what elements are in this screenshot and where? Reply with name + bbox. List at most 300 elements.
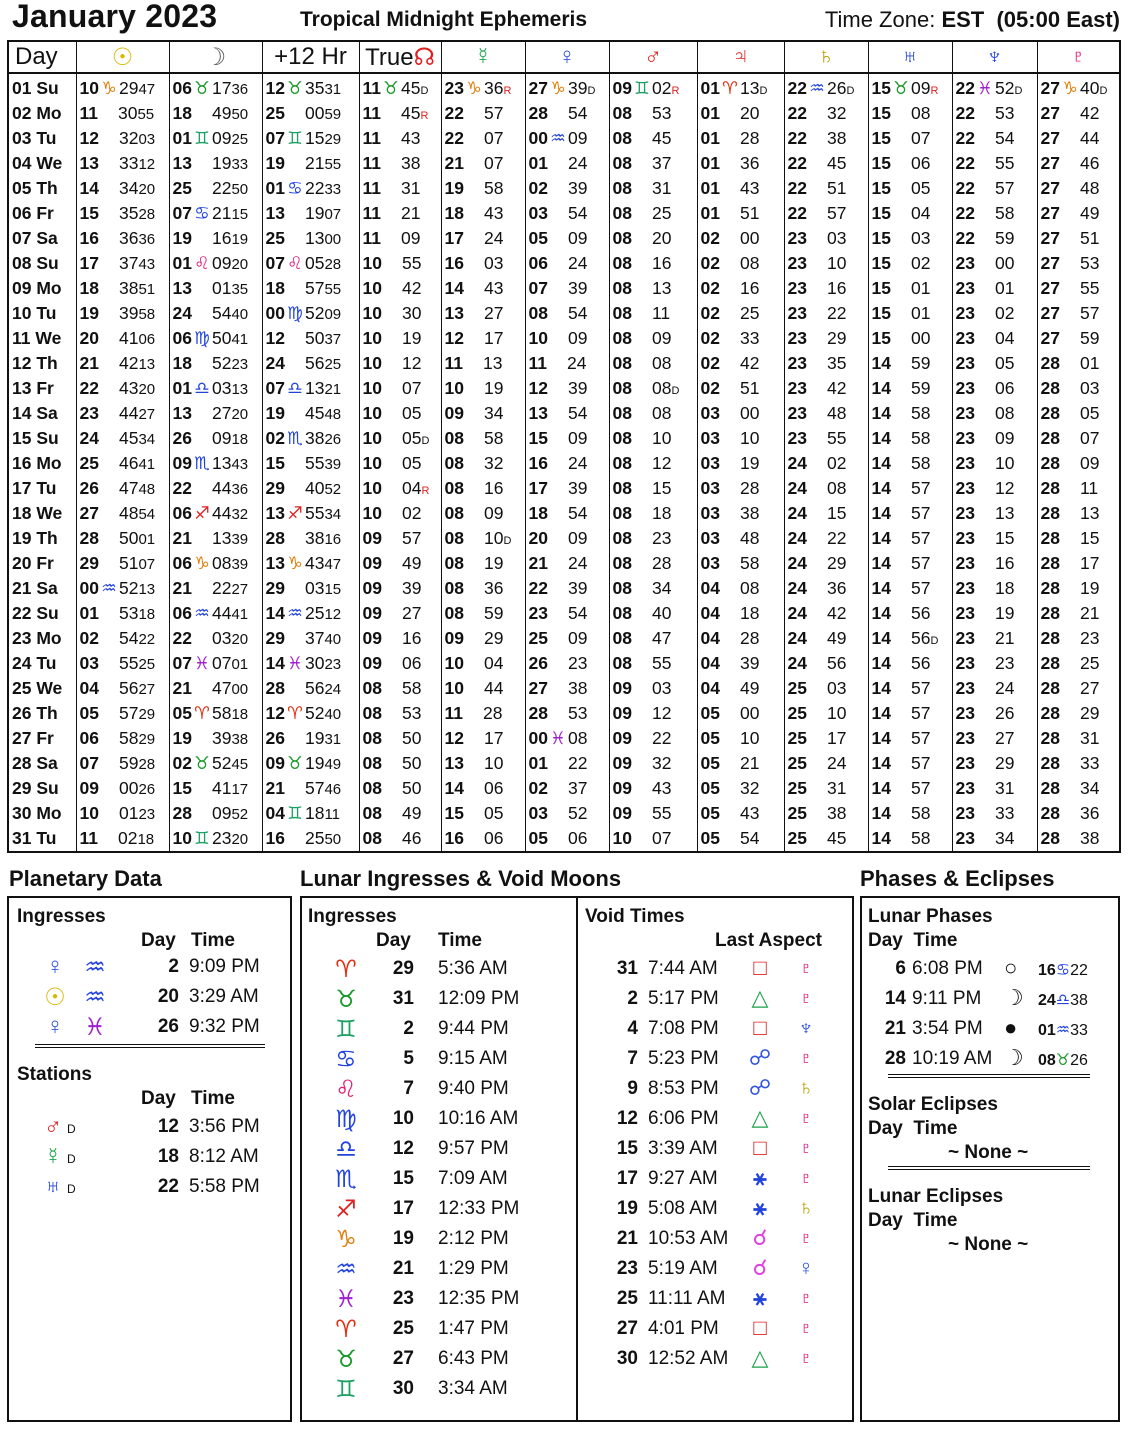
node-cell bbox=[359, 376, 441, 401]
pluto-degree: 28 bbox=[1040, 428, 1060, 448]
jupiter-cell bbox=[697, 551, 784, 576]
moon-cell bbox=[169, 73, 262, 101]
moon-second: 23 bbox=[231, 356, 249, 373]
pluto-minute: 53 bbox=[1079, 253, 1100, 273]
moon-cell bbox=[169, 326, 262, 351]
moon-degree: 22 bbox=[172, 628, 192, 648]
moon-minute: 09 bbox=[211, 128, 232, 148]
mercury-degree: 15 bbox=[444, 803, 464, 823]
jupiter-degree: 05 bbox=[700, 703, 720, 723]
sun-second: 18 bbox=[137, 831, 155, 848]
jupiter-minute: 28 bbox=[739, 628, 760, 648]
pluto-minute: 48 bbox=[1079, 178, 1100, 198]
neptune-cell bbox=[952, 551, 1037, 576]
planet-icon: ♇ bbox=[797, 1225, 815, 1250]
sun-cell bbox=[76, 326, 169, 351]
zodiac-sign-icon: ♑ bbox=[1062, 78, 1078, 98]
lunar-ingress-day: 5 bbox=[403, 1048, 414, 1069]
h12-cell bbox=[262, 451, 359, 476]
mercury-cell bbox=[441, 801, 525, 826]
planet-glyph-icon: ☽ bbox=[204, 43, 227, 71]
moon-second: 41 bbox=[231, 606, 249, 623]
mercury-minute: 58 bbox=[483, 178, 504, 198]
pluto-cell bbox=[1037, 476, 1120, 501]
h12-degree: 16 bbox=[265, 828, 285, 848]
mars-minute: 08 bbox=[651, 403, 672, 423]
h12-degree: 00 bbox=[265, 303, 285, 323]
jupiter-degree: 01 bbox=[700, 128, 720, 148]
h12-second: 49 bbox=[324, 756, 342, 773]
zodiac-sign-icon: ♐ bbox=[335, 1196, 357, 1223]
h12-cell bbox=[262, 326, 359, 351]
sun-degree: 24 bbox=[79, 428, 99, 448]
node-cell bbox=[359, 351, 441, 376]
neptune-minute: 53 bbox=[994, 103, 1015, 123]
h12-cell bbox=[262, 576, 359, 601]
moon-degree: 07 bbox=[172, 203, 192, 223]
jupiter-minute: 08 bbox=[739, 253, 760, 273]
zodiac-sign-icon: ♉ bbox=[335, 1346, 357, 1373]
sun-minute: 46 bbox=[118, 453, 139, 473]
lunar-ingress-time: 12:09 PM bbox=[438, 988, 520, 1009]
h12-minute: 35 bbox=[304, 78, 325, 98]
zodiac-sign-icon: ♐ bbox=[287, 503, 303, 523]
sun-cell bbox=[76, 576, 169, 601]
neptune-degree: 23 bbox=[955, 778, 975, 798]
saturn-minute: 03 bbox=[826, 228, 847, 248]
aspect-icon: ☍ bbox=[748, 1045, 772, 1070]
uranus-cell bbox=[868, 601, 952, 626]
uranus-degree: 14 bbox=[871, 828, 891, 848]
zodiac-sign-icon: ♑ bbox=[287, 553, 303, 573]
neptune-degree: 23 bbox=[955, 553, 975, 573]
table-row bbox=[8, 676, 1120, 701]
phase-minute: 33 bbox=[1070, 1022, 1088, 1039]
moon-minute: 01 bbox=[211, 278, 232, 298]
column-header-0 bbox=[8, 41, 76, 73]
ingress-day: 2 bbox=[168, 956, 179, 977]
mars-degree: 08 bbox=[612, 653, 632, 673]
phase-time: 10:19 AM bbox=[912, 1048, 993, 1069]
zodiac-sign-icon: ♊ bbox=[335, 1376, 357, 1403]
jupiter-cell bbox=[697, 376, 784, 401]
jupiter-minute: 21 bbox=[739, 753, 760, 773]
saturn-degree: 23 bbox=[787, 253, 807, 273]
mars-cell bbox=[609, 476, 697, 501]
jupiter-minute: 51 bbox=[739, 203, 760, 223]
station-tag: D bbox=[420, 85, 429, 97]
sun-minute: 30 bbox=[118, 103, 138, 123]
sun-minute: 41 bbox=[118, 328, 139, 348]
table-row bbox=[8, 301, 1120, 326]
aspect-icon: △ bbox=[751, 1345, 769, 1370]
moon-minute: 52 bbox=[211, 753, 232, 773]
pluto-degree: 27 bbox=[1040, 103, 1060, 123]
lunar-ingress-time: 6:43 PM bbox=[438, 1348, 509, 1369]
column-header-6 bbox=[525, 41, 609, 73]
jupiter-cell bbox=[697, 401, 784, 426]
h12-cell bbox=[262, 276, 359, 301]
mars-minute: 09 bbox=[651, 328, 672, 348]
sun-degree: 01 bbox=[79, 603, 99, 623]
pluto-cell bbox=[1037, 526, 1120, 551]
saturn-cell bbox=[784, 276, 868, 301]
moon-cell bbox=[169, 826, 262, 852]
tz-value: EST bbox=[941, 7, 985, 32]
phase-position bbox=[1038, 1020, 1088, 1040]
mercury-cell bbox=[441, 101, 525, 126]
uranus-minute: 58 bbox=[910, 828, 931, 848]
moon-phase-icon: ☽ bbox=[1004, 985, 1024, 1010]
pluto-cell bbox=[1037, 776, 1120, 801]
uranus-minute: 56 bbox=[910, 603, 931, 623]
node-cell bbox=[359, 726, 441, 751]
venus-cell bbox=[525, 626, 609, 651]
saturn-degree: 24 bbox=[787, 603, 807, 623]
moon-minute: 09 bbox=[211, 253, 232, 273]
node-degree: 10 bbox=[362, 278, 382, 298]
moon-second: 41 bbox=[231, 331, 249, 348]
pluto-cell bbox=[1037, 651, 1120, 676]
table-row bbox=[8, 526, 1120, 551]
uranus-degree: 15 bbox=[871, 253, 891, 273]
h12-degree: 19 bbox=[265, 153, 285, 173]
h12-minute: 25 bbox=[304, 828, 325, 848]
saturn-cell bbox=[784, 576, 868, 601]
venus-minute: 09 bbox=[567, 228, 588, 248]
venus-degree: 00 bbox=[528, 728, 548, 748]
mars-degree: 09 bbox=[612, 78, 632, 98]
mars-degree: 08 bbox=[612, 303, 632, 323]
mars-cell bbox=[609, 651, 697, 676]
pluto-degree: 28 bbox=[1040, 753, 1060, 773]
moon-second: 35 bbox=[231, 281, 249, 298]
neptune-degree: 23 bbox=[955, 278, 975, 298]
uranus-degree: 15 bbox=[871, 328, 891, 348]
uranus-minute: 04 bbox=[910, 203, 931, 223]
node-cell bbox=[359, 301, 441, 326]
void-day: 25 bbox=[616, 1288, 638, 1309]
node-degree: 10 bbox=[362, 403, 382, 423]
venus-cell bbox=[525, 751, 609, 776]
station-tag: R bbox=[420, 110, 429, 122]
mercury-degree: 22 bbox=[444, 103, 464, 123]
h12-second: 39 bbox=[324, 456, 342, 473]
saturn-degree: 23 bbox=[787, 303, 807, 323]
pluto-cell bbox=[1037, 726, 1120, 751]
planet-icon: ♇ bbox=[797, 1105, 815, 1130]
uranus-degree: 15 bbox=[871, 203, 891, 223]
node-minute: 50 bbox=[401, 778, 422, 798]
moon-second: 20 bbox=[231, 831, 249, 848]
uranus-minute: 58 bbox=[910, 428, 931, 448]
jupiter-cell bbox=[697, 276, 784, 301]
node-cell bbox=[359, 276, 441, 301]
moon-cell bbox=[169, 551, 262, 576]
day-cell: 28 Sa bbox=[8, 751, 76, 776]
jupiter-degree: 03 bbox=[700, 453, 720, 473]
sun-minute: 54 bbox=[118, 628, 139, 648]
venus-cell bbox=[525, 501, 609, 526]
pluto-cell bbox=[1037, 176, 1120, 201]
moon-degree: 02 bbox=[172, 753, 192, 773]
node-minute: 21 bbox=[401, 203, 421, 223]
mercury-degree: 08 bbox=[444, 503, 464, 523]
node-minute: 05 bbox=[401, 453, 422, 473]
node-cell bbox=[359, 476, 441, 501]
h12-cell bbox=[262, 301, 359, 326]
node-degree: 09 bbox=[362, 528, 382, 548]
pluto-degree: 28 bbox=[1040, 678, 1060, 698]
sun-minute: 29 bbox=[118, 78, 139, 98]
uranus-cell bbox=[868, 351, 952, 376]
sun-cell bbox=[76, 701, 169, 726]
saturn-cell bbox=[784, 376, 868, 401]
moon-second: 52 bbox=[231, 806, 249, 823]
h12-cell bbox=[262, 351, 359, 376]
mars-cell bbox=[609, 601, 697, 626]
mars-minute: 55 bbox=[651, 803, 672, 823]
h12-minute: 56 bbox=[304, 353, 325, 373]
h12-second: 52 bbox=[324, 481, 342, 498]
moon-minute: 44 bbox=[211, 478, 232, 498]
node-cell bbox=[359, 601, 441, 626]
jupiter-degree: 04 bbox=[700, 678, 720, 698]
sun-second: 13 bbox=[138, 581, 156, 598]
sun-second: 13 bbox=[138, 356, 156, 373]
mars-minute: 15 bbox=[651, 478, 672, 498]
void-time: 6:06 PM bbox=[648, 1108, 719, 1129]
day-cell: 18 We bbox=[8, 501, 76, 526]
saturn-cell bbox=[784, 626, 868, 651]
solar-eclipses-title: Solar Eclipses bbox=[868, 1094, 998, 1115]
h12-degree: 09 bbox=[265, 753, 285, 773]
pluto-degree: 28 bbox=[1040, 653, 1060, 673]
zodiac-sign-icon: ♊ bbox=[287, 803, 303, 823]
neptune-cell bbox=[952, 226, 1037, 251]
lunar-ingress-time: 1:47 PM bbox=[438, 1318, 509, 1339]
jupiter-degree: 02 bbox=[700, 278, 720, 298]
sun-second: 27 bbox=[138, 681, 156, 698]
moon-second: 50 bbox=[231, 106, 249, 123]
saturn-degree: 23 bbox=[787, 228, 807, 248]
moon-minute: 09 bbox=[211, 428, 232, 448]
aspect-icon: ⚹ bbox=[753, 1165, 767, 1190]
h12-minute: 55 bbox=[304, 503, 325, 523]
mars-minute: 08 bbox=[651, 353, 672, 373]
pluto-cell bbox=[1037, 351, 1120, 376]
planet-icon: ♇ bbox=[797, 1315, 815, 1340]
mars-degree: 08 bbox=[612, 553, 632, 573]
mars-degree: 08 bbox=[612, 478, 632, 498]
lunar-ingress-day: 15 bbox=[392, 1168, 414, 1189]
h12-degree: 12 bbox=[265, 78, 285, 98]
moon-cell bbox=[169, 476, 262, 501]
mercury-degree: 23 bbox=[444, 78, 464, 98]
sun-degree: 22 bbox=[79, 378, 99, 398]
saturn-degree: 22 bbox=[787, 178, 807, 198]
mars-degree: 08 bbox=[612, 253, 632, 273]
mars-cell bbox=[609, 301, 697, 326]
node-degree: 10 bbox=[362, 353, 382, 373]
jupiter-minute: 19 bbox=[739, 453, 760, 473]
mercury-degree: 14 bbox=[444, 778, 464, 798]
mercury-minute: 43 bbox=[483, 278, 504, 298]
pluto-degree: 28 bbox=[1040, 503, 1060, 523]
phase-position bbox=[1038, 1050, 1088, 1070]
neptune-cell bbox=[952, 526, 1037, 551]
moon-second: 40 bbox=[231, 306, 249, 323]
jupiter-degree: 01 bbox=[700, 203, 720, 223]
planet-icon: ♅ bbox=[44, 1173, 62, 1200]
station-tag: D bbox=[759, 85, 768, 97]
table-row bbox=[8, 151, 1120, 176]
pluto-cell bbox=[1037, 226, 1120, 251]
table-row bbox=[8, 251, 1120, 276]
moon-degree: 06 bbox=[172, 503, 192, 523]
node-minute: 50 bbox=[401, 753, 422, 773]
uranus-cell bbox=[868, 776, 952, 801]
table-row bbox=[8, 73, 1120, 101]
neptune-cell bbox=[952, 176, 1037, 201]
void-day: 4 bbox=[627, 1018, 638, 1039]
mars-degree: 09 bbox=[612, 703, 632, 723]
pluto-cell bbox=[1037, 251, 1120, 276]
lunar-ingress-day: 31 bbox=[392, 988, 414, 1009]
mars-minute: 40 bbox=[651, 603, 672, 623]
uranus-cell bbox=[868, 176, 952, 201]
moon-cell bbox=[169, 651, 262, 676]
uranus-degree: 15 bbox=[871, 278, 891, 298]
h12-minute: 03 bbox=[304, 578, 325, 598]
lunar-ingress-time: 2:12 PM bbox=[438, 1228, 509, 1249]
saturn-cell bbox=[784, 551, 868, 576]
mercury-cell bbox=[441, 226, 525, 251]
uranus-degree: 15 bbox=[871, 153, 891, 173]
sun-cell bbox=[76, 751, 169, 776]
mars-cell bbox=[609, 176, 697, 201]
pluto-cell bbox=[1037, 751, 1120, 776]
zodiac-sign-icon: ♈ bbox=[287, 703, 303, 723]
moon-minute: 13 bbox=[211, 528, 232, 548]
sun-cell bbox=[76, 826, 169, 852]
saturn-cell bbox=[784, 401, 868, 426]
moon-degree: 25 bbox=[172, 178, 192, 198]
zodiac-sign-icon: ♋ bbox=[194, 203, 210, 223]
planet-icon: ♇ bbox=[797, 1345, 815, 1370]
venus-degree: 01 bbox=[528, 753, 548, 773]
neptune-degree: 22 bbox=[955, 128, 975, 148]
moon-cell bbox=[169, 376, 262, 401]
station-direction: D bbox=[67, 1122, 76, 1136]
mercury-cell bbox=[441, 676, 525, 701]
uranus-cell bbox=[868, 101, 952, 126]
station-day-label: Day bbox=[141, 1088, 176, 1109]
uranus-minute: 57 bbox=[910, 578, 931, 598]
sun-cell bbox=[76, 676, 169, 701]
zodiac-sign-icon: ♊ bbox=[194, 128, 210, 148]
mars-degree: 08 bbox=[612, 128, 632, 148]
mars-minute: 25 bbox=[651, 203, 672, 223]
jupiter-cell bbox=[697, 776, 784, 801]
sun-minute: 50 bbox=[118, 528, 139, 548]
neptune-cell bbox=[952, 726, 1037, 751]
venus-degree: 03 bbox=[528, 803, 548, 823]
jupiter-degree: 05 bbox=[700, 753, 720, 773]
table-row bbox=[8, 501, 1120, 526]
h12-degree: 13 bbox=[265, 553, 285, 573]
moon-second: 38 bbox=[231, 731, 249, 748]
station-tag: R bbox=[930, 85, 939, 97]
table-row bbox=[8, 826, 1120, 852]
moon-second: 17 bbox=[231, 781, 249, 798]
h12-cell bbox=[262, 176, 359, 201]
day-cell: 02 Mo bbox=[8, 101, 76, 126]
table-row bbox=[8, 701, 1120, 726]
jupiter-minute: 43 bbox=[739, 178, 760, 198]
saturn-minute: 32 bbox=[826, 103, 847, 123]
mercury-cell bbox=[441, 151, 525, 176]
saturn-degree: 23 bbox=[787, 403, 807, 423]
station-tag: D bbox=[421, 435, 430, 447]
planet-ingresses-title: Ingresses bbox=[17, 906, 106, 927]
jupiter-degree: 02 bbox=[700, 328, 720, 348]
pluto-minute: 03 bbox=[1079, 378, 1100, 398]
h12-degree: 26 bbox=[265, 728, 285, 748]
mercury-cell bbox=[441, 301, 525, 326]
day-cell: 01 Su bbox=[8, 73, 76, 101]
saturn-cell bbox=[784, 351, 868, 376]
zodiac-sign-icon: ♒ bbox=[335, 1256, 357, 1283]
jupiter-minute: 00 bbox=[739, 703, 760, 723]
zodiac-sign-icon: ♒ bbox=[287, 603, 303, 623]
moon-cell bbox=[169, 101, 262, 126]
moon-minute: 58 bbox=[211, 703, 232, 723]
sun-second: 22 bbox=[138, 631, 156, 648]
h12-minute: 57 bbox=[304, 278, 325, 298]
uranus-cell bbox=[868, 251, 952, 276]
moon-cell bbox=[169, 626, 262, 651]
lunar-section-title: Lunar Ingresses & Void Moons bbox=[300, 866, 622, 891]
ingress-time: 9:09 PM bbox=[189, 956, 260, 977]
mars-cell bbox=[609, 776, 697, 801]
pluto-degree: 28 bbox=[1040, 478, 1060, 498]
jupiter-cell bbox=[697, 676, 784, 701]
mercury-cell bbox=[441, 501, 525, 526]
phase-time: 9:11 PM bbox=[912, 988, 982, 1009]
jupiter-cell bbox=[697, 751, 784, 776]
venus-minute: 54 bbox=[567, 403, 588, 423]
h12-degree: 07 bbox=[265, 128, 285, 148]
pluto-degree: 27 bbox=[1040, 128, 1060, 148]
saturn-cell bbox=[784, 301, 868, 326]
jupiter-minute: 13 bbox=[739, 78, 760, 98]
moon-minute: 08 bbox=[211, 553, 232, 573]
void-time: 5:23 PM bbox=[648, 1048, 719, 1069]
day-cell: 14 Sa bbox=[8, 401, 76, 426]
zodiac-sign-icon: ♒ bbox=[84, 984, 106, 1011]
venus-degree: 26 bbox=[528, 653, 548, 673]
saturn-degree: 22 bbox=[787, 203, 807, 223]
pluto-minute: 09 bbox=[1079, 453, 1100, 473]
mars-cell bbox=[609, 726, 697, 751]
node-minute: 04 bbox=[401, 478, 422, 498]
node-cell bbox=[359, 226, 441, 251]
neptune-minute: 29 bbox=[994, 753, 1015, 773]
mercury-cell bbox=[441, 601, 525, 626]
sun-second: 06 bbox=[138, 331, 156, 348]
mars-degree: 08 bbox=[612, 403, 632, 423]
